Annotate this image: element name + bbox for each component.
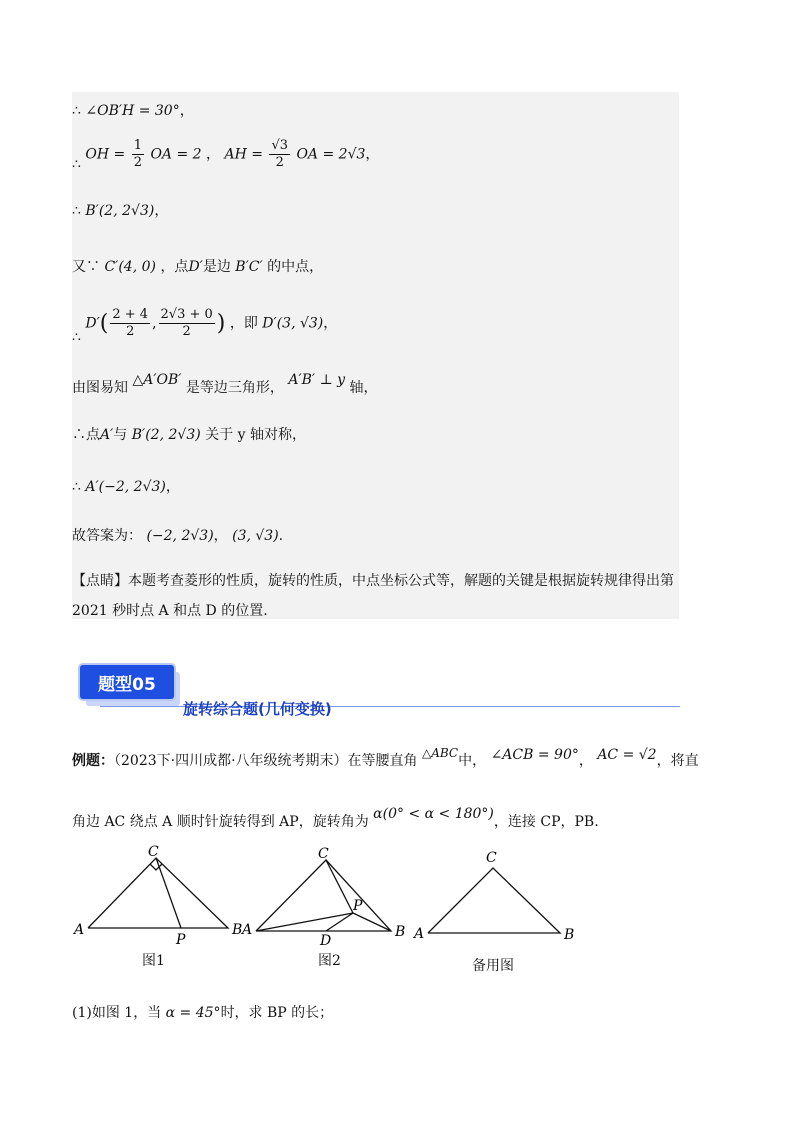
fig3-label-a: A — [414, 926, 425, 942]
fraction-y-mid: $\frac{2√3 + 0}{2}$ — [160, 307, 213, 339]
solution-line-5: ∴ D′( $\frac{2 + 4}{2}$ , $\frac{2√3 + 0}{2}$ ) ，即 D′(3, √3)， — [72, 307, 338, 346]
fraction-x-mid: $\frac{2 + 4}{2}$ — [112, 307, 149, 339]
fraction-one-half: $\frac{1}{2}$ — [133, 138, 142, 170]
fig3-triangle — [428, 868, 560, 933]
fig2-label-a: A — [242, 922, 253, 938]
fig2-triangle — [256, 860, 391, 931]
figure-2 — [256, 860, 391, 931]
fig1-label-a: A — [74, 922, 85, 938]
fig1-label-p: P — [176, 932, 186, 948]
fig2-segment-pb — [353, 913, 391, 931]
fig2-label-b: B — [395, 924, 406, 940]
figures-svg — [60, 838, 620, 948]
solution-line-7: ∴点A′与 B′(2, 2√3) 关于 y 轴对称， — [72, 427, 306, 443]
fig1-label-b: B — [232, 922, 243, 938]
fig1-label-c: C — [148, 844, 159, 860]
fig2-label-d: D — [320, 933, 332, 948]
fig1-segment-cp — [156, 858, 181, 928]
fig3-label-b: B — [564, 927, 575, 943]
figure-3 — [428, 868, 560, 933]
comment-line-1: 【点睛】本题考查菱形的性质，旋转的性质，中点坐标公式等，解题的关键是根据旋转规律得出第 — [72, 573, 674, 589]
solution-line-8: ∴ A′(−2, 2√3)， — [72, 479, 180, 495]
fraction-root3-half: $\frac{√3}{2}$ — [271, 138, 288, 170]
solution-line-4: 又∵ C′(4, 0) ，点D′是边 B′C′ 的中点， — [72, 259, 324, 275]
example-line-2: 角边 AC 绕点 A 顺时针旋转得到 AP，旋转角为 α(0° < α < 180°)，连接 CP，PB. — [72, 806, 599, 830]
section-topic: 旋转综合题(几何变换) — [183, 700, 332, 718]
fig2-label-p: P — [353, 898, 363, 914]
solution-line-9: 故答案为： (−2, 2√3)， (3, √3). — [72, 528, 284, 544]
fig2-caption: 图2 — [318, 953, 341, 969]
fig3-caption: 备用图 — [472, 958, 514, 974]
comment-line-2: 2021 秒时点 A 和点 D 的位置. — [72, 603, 268, 619]
solution-line-1: ∴ ∠OB′H = 30°， — [72, 103, 194, 119]
solution-line-6: 由图易知 △A′OB′ 是等边三角形， A′B′ ⊥ y 轴， — [72, 372, 378, 396]
example-line-1: 例题：（2023下·四川成都·八年级统考期末）在等腰直角 △ABC中， ∠ACB = 90°， AC = √2，将直 — [72, 746, 699, 769]
fig2-label-c: C — [318, 846, 329, 862]
fig1-caption: 图1 — [142, 953, 165, 969]
solution-line-2: ∴ OH = $\frac{1}{2}$ OA = 2 ， AH = $\frac{√3}{2}$ OA = 2√3， — [72, 138, 380, 173]
figure-1 — [88, 858, 228, 928]
fig2-segment-cp — [326, 860, 353, 913]
question-1: (1)如图 1，当 α = 45°时，求 BP 的长； — [72, 1005, 334, 1021]
solution-line-3: ∴ B′(2, 2√3)， — [72, 203, 169, 219]
section-badge — [80, 665, 180, 707]
badge-label: 题型05 — [80, 665, 174, 699]
fig3-label-c: C — [486, 850, 497, 866]
